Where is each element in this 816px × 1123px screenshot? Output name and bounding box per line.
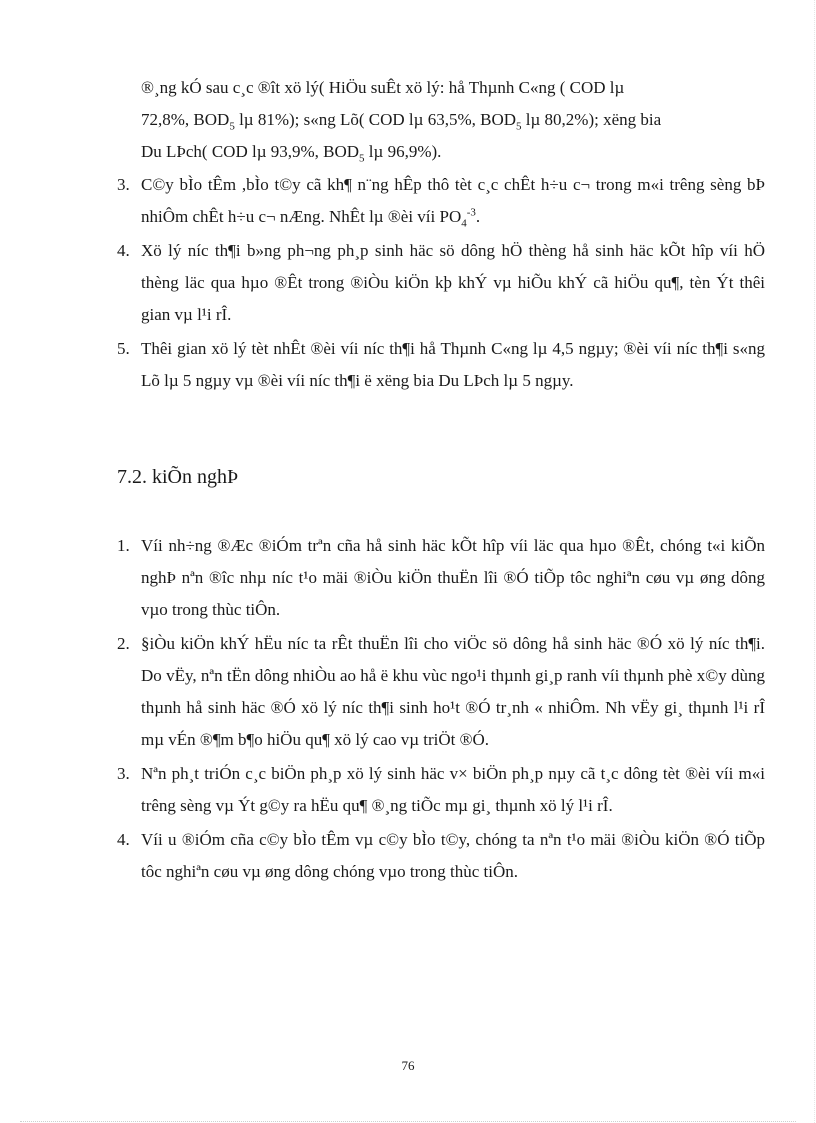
- section-heading: 7.2. kiÕn nghÞ: [117, 466, 239, 488]
- list-text: Nªn ph¸t triÓn c¸c biÖn ph¸p xö lý sinh häc v× biÖn ph¸p nµy cã t¸c dông tèt ®èi víi m«i trêng sèng vµ Ýt g©y ra hËu qu¶ ®¸ng tiÕc mµ gi¸ thµnh xö lý l¹i rÎ.: [141, 764, 765, 815]
- list-item: [117, 628, 765, 756]
- list-item: [117, 169, 765, 233]
- recommendations-list: [117, 530, 765, 888]
- list-number: 3.: [117, 175, 130, 194]
- list-text: Xö lý níc th¶i b»ng ph¬ng ph¸p sinh häc sö dông hÖ thèng hå sinh häc kÕt hîp víi hÖ thèng läc qua hµo ®Êt trong ®iÒu kiÖn kþ khÝ vµ hiÕu khÝ cã hiÖu qu¶, tèn Ýt thêi gian vµ l¹i rÎ.: [141, 241, 765, 324]
- list-number: 1.: [117, 536, 130, 555]
- list-text: Víi nh÷ng ®Æc ®iÓm trªn cña hå sinh häc kÕt hîp víi läc qua hµo ®Êt, chóng t«i kiÕn nghÞ nªn ®îc nhµ níc t¹o mäi ®iÒu kiÖn thuËn lîi ®Ó tiÕp tôc nghiªn cøu vµ øng dông vµo trong thùc tiÔn.: [141, 536, 765, 619]
- conclusions-list: [117, 169, 765, 397]
- list-text: Thêi gian xö lý tèt nhÊt ®èi víi níc th¶i hå Thµnh C«ng lµ 4,5 ngµy; ®èi víi níc th¶i s«ng Lõ lµ 5 ngµy vµ ®èi víi níc th¶i ë xëng bia Du LÞch lµ 5 ngµy.: [141, 339, 765, 390]
- page-number: 76: [401, 1058, 415, 1073]
- list-item: [117, 530, 765, 626]
- list-text: C©y bÌo tÊm ,bÌo t©y cã kh¶ n¨ng hÊp thô tèt c¸c chÊt h÷u c¬ trong m«i trêng sèng bÞ nhiÔm chÊt h÷u c¬ nÆng. NhÊt lµ ®èi víi $PO_4^{-3}$.: [141, 175, 765, 230]
- list-text: Víi u ®iÓm cña c©y bÌo tÊm vµ c©y bÌo t©y, chóng ta nªn t¹o mäi ®iÒu kiÖn ®Ó tiÕp tôc nghiªn cøu vµ øng dông chóng vµo trong thùc tiÔn.: [141, 830, 765, 881]
- list-number: 4.: [117, 241, 130, 260]
- list-text: §iÒu kiÖn khÝ hËu níc ta rÊt thuËn lîi cho viÖc sö dông hå sinh häc ®Ó xö lý níc th¶i. Do vËy, nªn tËn dông nhiÒu ao hå ë khu vùc ngo¹i thµnh gi¸p ranh víi thµnh phè x©y dùng thµnh hå sinh häc ®Ó xö lý níc th¶i sinh ho¹t ®Ó tr¸nh « nhiÔm. Nh vËy gi¸ thµnh l¹i rÎ mµ vÉn ®¶m b¶o hiÖu qu¶ xö lý cao vµ triÖt ®Ó.: [141, 634, 765, 749]
- list-number: 4.: [117, 830, 130, 849]
- list-number: 5.: [117, 339, 130, 358]
- page-right-divider: [814, 0, 815, 1123]
- list-item: [117, 333, 765, 397]
- continuation-line-2: 72,8%, $BOD_5$ lµ 81%); s«ng Lõ( COD lµ 63,5%, $BOD_5$ lµ 80,2%); xëng bia: [141, 110, 662, 133]
- list-number: 3.: [117, 764, 130, 783]
- continuation-paragraph: [141, 72, 765, 168]
- continuation-line-1: ®¸ng kÓ sau c¸c ®ît xö lý( HiÖu suÊt xö lý: hå Thµnh C«ng ( COD lµ: [141, 78, 625, 97]
- continuation-line-3: Du LÞch( COD lµ 93,9%, $BOD_5$ lµ 96,9%).: [141, 142, 442, 165]
- list-item: [117, 758, 765, 822]
- list-item: [117, 235, 765, 331]
- list-item: [117, 824, 765, 888]
- page-bottom-divider: [20, 1121, 796, 1122]
- list-number: 2.: [117, 634, 130, 653]
